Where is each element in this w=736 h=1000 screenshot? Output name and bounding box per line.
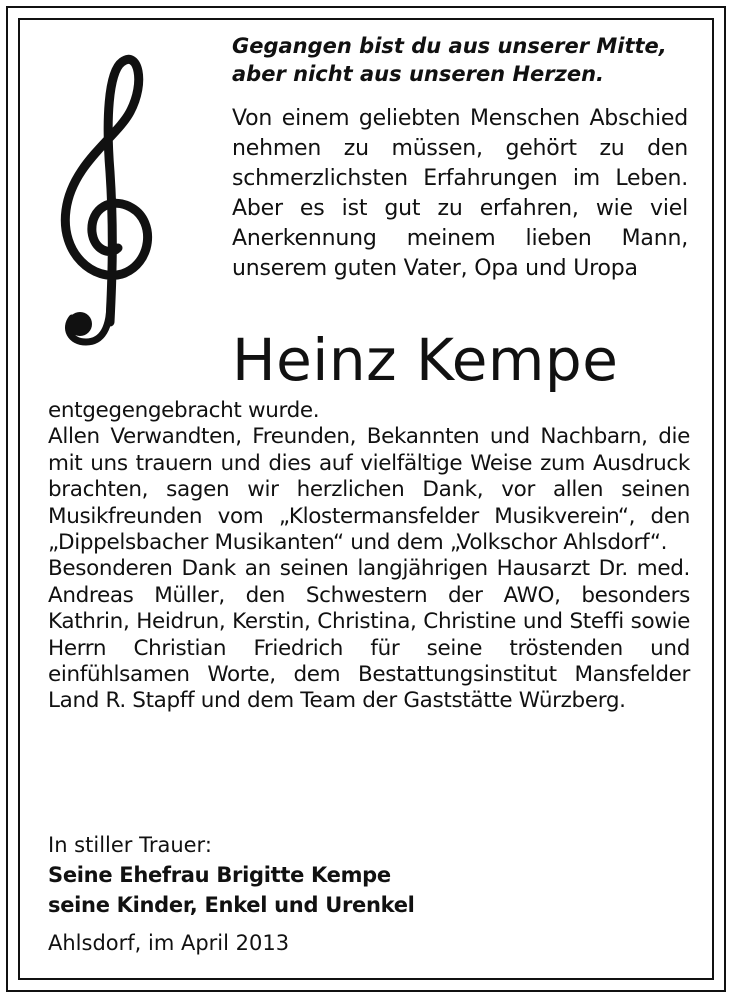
signature-line-2: seine Kinder, Enkel und Urenkel [48,893,415,917]
motto [232,32,692,88]
signature-block [48,830,688,958]
place-date: Ahlsdorf, im April 2013 [48,931,290,955]
motto-line-2: aber nicht aus unseren Herzen. [232,62,605,86]
deceased-name: Heinz Kempe [232,326,619,394]
intro-text: Von einem geliebten Menschen Abschied nehmen zu müssen, gehört zu den schmerzlichsten Erfahrungen im Leben. Aber es ist gut zu erfahren, wie viel Anerkennung meinem lieben Mann, unserem guten Vater, Opa und Uropa [232,106,688,281]
thanks-paragraph-1: Allen Verwandten, Freunden, Bekannten und Nachbarn, die mit uns trauern und dies auf vielfältige Weise zum Ausdruck brachten, sagen wir herzlichen Dank, vor allen seinen Musikfreunden vom „Klostermansfelder Musikverein“, den „Dippelsbacher Musikanten“ und dem „Volkschor Ahlsdorf“. [48,424,690,556]
continuation-text: entgegengebracht wurde. [48,398,320,423]
thanks-paragraph-2: Besonderen Dank an seinen langjährigen Hausarzt Dr. med. Andreas Müller, den Schwestern der AWO, besonders Kathrin, Heidrun, Kerstin, Christina, Christine und Steffi sowie Herrn Christian Friedrich für seine tröstenden und einfühlsamen Worte, dem Bestattungsinstitut Mansfelder Land R. Stapff und dem Team der Gaststätte Würzberg. [48,556,690,714]
treble-clef-icon [50,52,160,348]
motto-line-1: Gegangen bist du aus unserer Mitte, [232,34,667,58]
signature-intro: In stiller Trauer: [48,833,212,857]
signature-line-1: Seine Ehefrau Brigitte Kempe [48,863,391,887]
thanks-body [48,398,690,715]
